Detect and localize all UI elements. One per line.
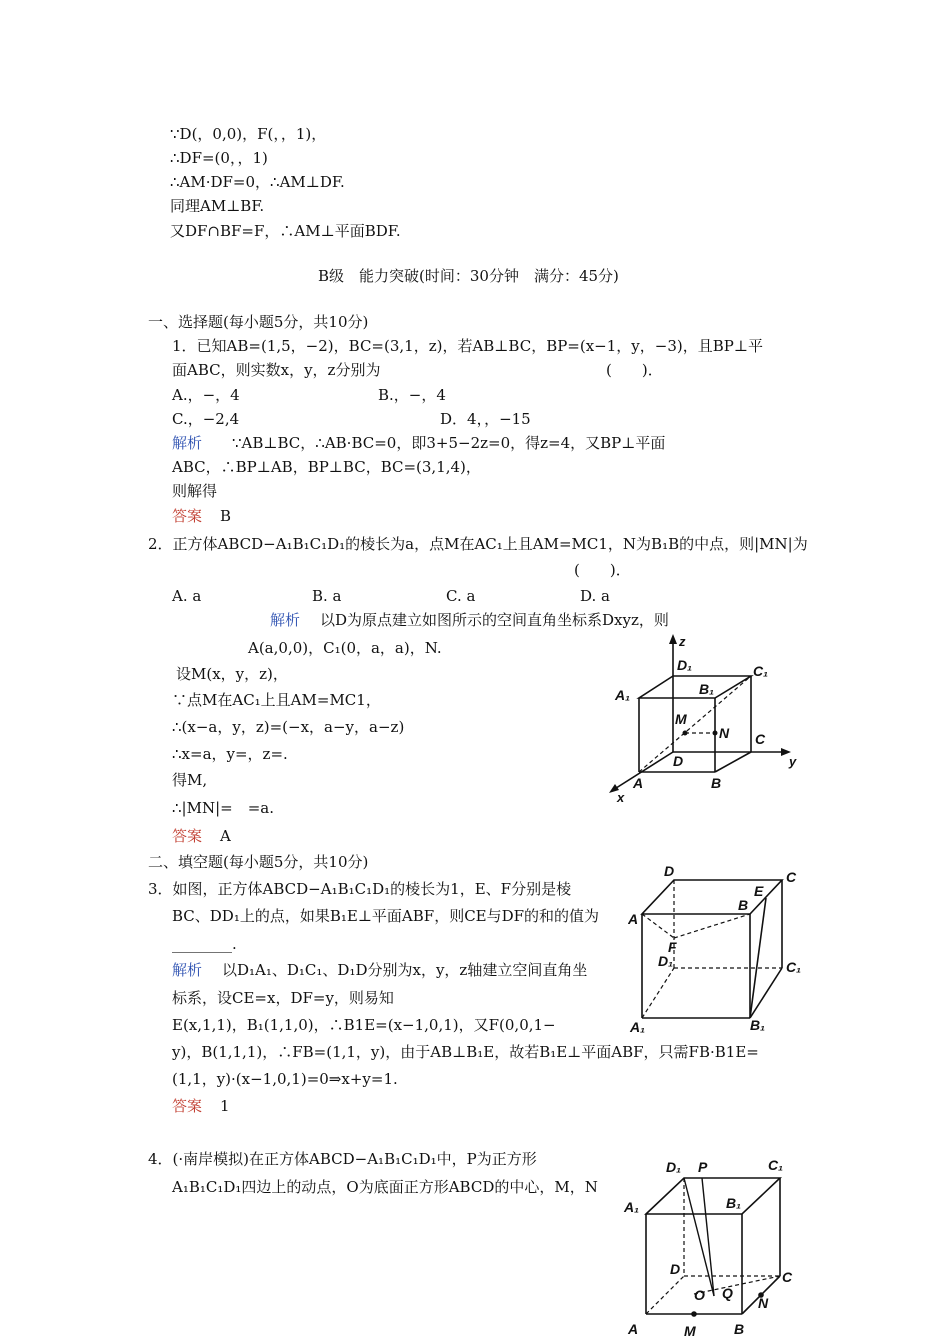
label-q: Q xyxy=(722,1285,733,1301)
q2-option-a: A. a xyxy=(172,587,202,605)
label-f: F xyxy=(668,939,677,955)
q2-solution-2: A(a,0,0)，C₁(0，a，a)，N. xyxy=(248,639,442,657)
q2-line-1: 2．正方体ABCD−A₁B₁C₁D₁的棱长为a，点M在AC₁上且AM=MC1，N为B₁B的中点，则|MN|为 xyxy=(148,535,808,553)
label-d1: D₁ xyxy=(666,1159,682,1175)
label-c: C xyxy=(786,869,797,885)
label-m: M xyxy=(675,711,687,727)
section-title: B级 能力突破(时间：30分钟 满分：45分) xyxy=(318,267,619,285)
proof-line-3: ∴AM·DF=0，∴AM⊥DF. xyxy=(170,173,345,191)
label-c1: C₁ xyxy=(753,663,769,679)
q3-line-1: 3．如图，正方体ABCD−A₁B₁C₁D₁的棱长为1，E、F分别是棱 xyxy=(148,880,572,898)
label-a1: A₁ xyxy=(615,687,631,703)
q3-solution-1: 以D₁A₁、D₁C₁、D₁D分别为x，y，z轴建立空间直角坐 xyxy=(222,961,588,979)
q1-option-b: B.，−，4 xyxy=(378,386,446,404)
proof-line-1: ∵D(，0,0)，F(，，1)， xyxy=(170,125,327,143)
label-n: N xyxy=(758,1295,769,1311)
point-m xyxy=(691,1311,697,1317)
q1-line-1: 1．已知AB=(1,5，−2)，BC=(3,1，z)，若AB⊥BC，BP=(x−1，y，−3)，且BP⊥平 xyxy=(172,337,763,355)
diagonal-ac1 xyxy=(639,676,751,772)
label-b: B xyxy=(711,775,722,791)
point-n xyxy=(713,731,718,736)
q2-solution-7: 得M, xyxy=(172,771,208,789)
q2-paren: ( )． xyxy=(574,561,631,579)
label-a: A xyxy=(633,775,644,791)
q2-option-d: D. a xyxy=(580,587,610,605)
label-d1: D₁ xyxy=(677,657,693,673)
q3-answer: 1 xyxy=(220,1097,230,1115)
label-c: C xyxy=(755,731,766,747)
label-n: N xyxy=(719,725,730,741)
label-x: x xyxy=(617,790,625,805)
q4-cube-figure xyxy=(622,1154,802,1342)
q4-line-2: A₁B₁C₁D₁四边上的动点，O为底面正方形ABCD的中心，M，N xyxy=(172,1178,598,1196)
q3-cube-figure xyxy=(628,862,810,1040)
q2-answer: A xyxy=(220,827,231,845)
segment-fb xyxy=(674,914,750,938)
q3-solution-label: 解析 xyxy=(172,961,203,979)
q2-solution-4: ∵点M在AC₁上且AM=MC1， xyxy=(172,691,381,709)
label-m: M xyxy=(684,1323,696,1339)
label-a1: A₁ xyxy=(630,1019,646,1035)
segment-pq xyxy=(684,1178,714,1296)
label-p: P xyxy=(698,1159,708,1175)
label-d: D xyxy=(673,753,684,769)
q2-answer-label: 答案 xyxy=(172,827,203,845)
q3-line-3: ________. xyxy=(172,935,237,953)
q3-solution-4: y)，B(1,1,1)，∴FB=(1,1，y)，由于AB⊥B₁E，故若B₁E⊥平面ABF，只需FB·B1E= xyxy=(172,1043,759,1061)
q4-line-1: 4．(·南岸模拟)在正方体ABCD−A₁B₁C₁D₁中，P为正方形 xyxy=(148,1150,537,1168)
q1-option-a: A.，−，4 xyxy=(172,386,240,404)
q3-solution-3: E(x,1,1)，B₁(1,1,0)，∴B1E=(x−1,0,1)，又F(0,0,1− xyxy=(172,1016,556,1034)
label-o: O xyxy=(694,1287,705,1303)
q2-solution-8: ∴|MN|= =a. xyxy=(172,799,274,817)
q2-option-c: C. a xyxy=(446,587,476,605)
q1-solution-2: ABC，∴BP⊥AB，BP⊥BC，BC=(3,1,4)， xyxy=(172,458,481,476)
label-d1: D₁ xyxy=(658,953,674,969)
label-c1: C₁ xyxy=(786,959,802,975)
label-a: A xyxy=(628,911,639,927)
q3-solution-2: 标系，设CE=x，DF=y，则易知 xyxy=(172,989,394,1007)
proof-line-2: ∴DF=(0，，1) xyxy=(170,149,268,167)
proof-line-5: 又DF∩BF=F，∴AM⊥平面BDF. xyxy=(170,222,401,240)
q3-solution-5: (1,1，y)·(x−1,0,1)=0⇒x+y=1. xyxy=(172,1070,398,1088)
label-b: B xyxy=(734,1321,745,1337)
label-c: C xyxy=(782,1269,793,1285)
label-d: D xyxy=(670,1261,681,1277)
q2-option-b: B. a xyxy=(312,587,342,605)
q1-line-2: 面ABC，则实数x，y，z分别为 xyxy=(172,361,381,379)
label-d: D xyxy=(664,863,675,879)
q3-answer-label: 答案 xyxy=(172,1097,203,1115)
q2-solution-label: 解析 xyxy=(270,611,301,629)
proof-line-4: 同理AM⊥BF. xyxy=(170,197,265,215)
q1-answer: B xyxy=(220,507,232,525)
part2-title: 二、填空题(每小题5分，共10分) xyxy=(148,853,369,871)
q1-option-c: C.，−2,4 xyxy=(172,410,240,428)
part1-title: 一、选择题(每小题5分，共10分) xyxy=(148,313,369,331)
label-b: B xyxy=(738,897,749,913)
q2-solution-6: ∴x=a，y=，z=. xyxy=(172,745,288,763)
q1-option-d: D．4，，−15 xyxy=(440,410,531,428)
q2-solution-3: 设M(x，y，z)， xyxy=(176,665,288,683)
label-b1: B₁ xyxy=(699,681,715,697)
point-m xyxy=(683,731,688,736)
q1-paren: ( )． xyxy=(606,361,663,379)
q2-cube-figure xyxy=(605,632,805,807)
segment-af xyxy=(642,914,674,938)
label-z: z xyxy=(679,634,686,649)
q1-answer-label: 答案 xyxy=(172,507,203,525)
q1-solution-3: 则解得 xyxy=(172,482,218,500)
q2-solution-5: ∴(x−a，y，z)=(−x，a−y，a−z) xyxy=(172,718,405,736)
label-a1: A₁ xyxy=(624,1199,640,1215)
label-y: y xyxy=(789,754,797,769)
label-b1: B₁ xyxy=(726,1195,742,1211)
q1-solution-1: ∵AB⊥BC，∴AB·BC=0，即3+5−2z=0，得z=4，又BP⊥平面 xyxy=(232,434,666,452)
label-c1: C₁ xyxy=(768,1157,784,1173)
q3-line-2: BC、DD₁上的点，如果B₁E⊥平面ABF，则CE与DF的和的值为 xyxy=(172,907,600,925)
segment-b1e xyxy=(750,898,766,1018)
label-a: A xyxy=(628,1321,639,1337)
q2-solution-1: 以D为原点建立如图所示的空间直角坐标系Dxyz，则 xyxy=(320,611,669,629)
q1-solution-label: 解析 xyxy=(172,434,203,452)
label-e: E xyxy=(754,883,764,899)
label-b1: B₁ xyxy=(750,1017,766,1033)
